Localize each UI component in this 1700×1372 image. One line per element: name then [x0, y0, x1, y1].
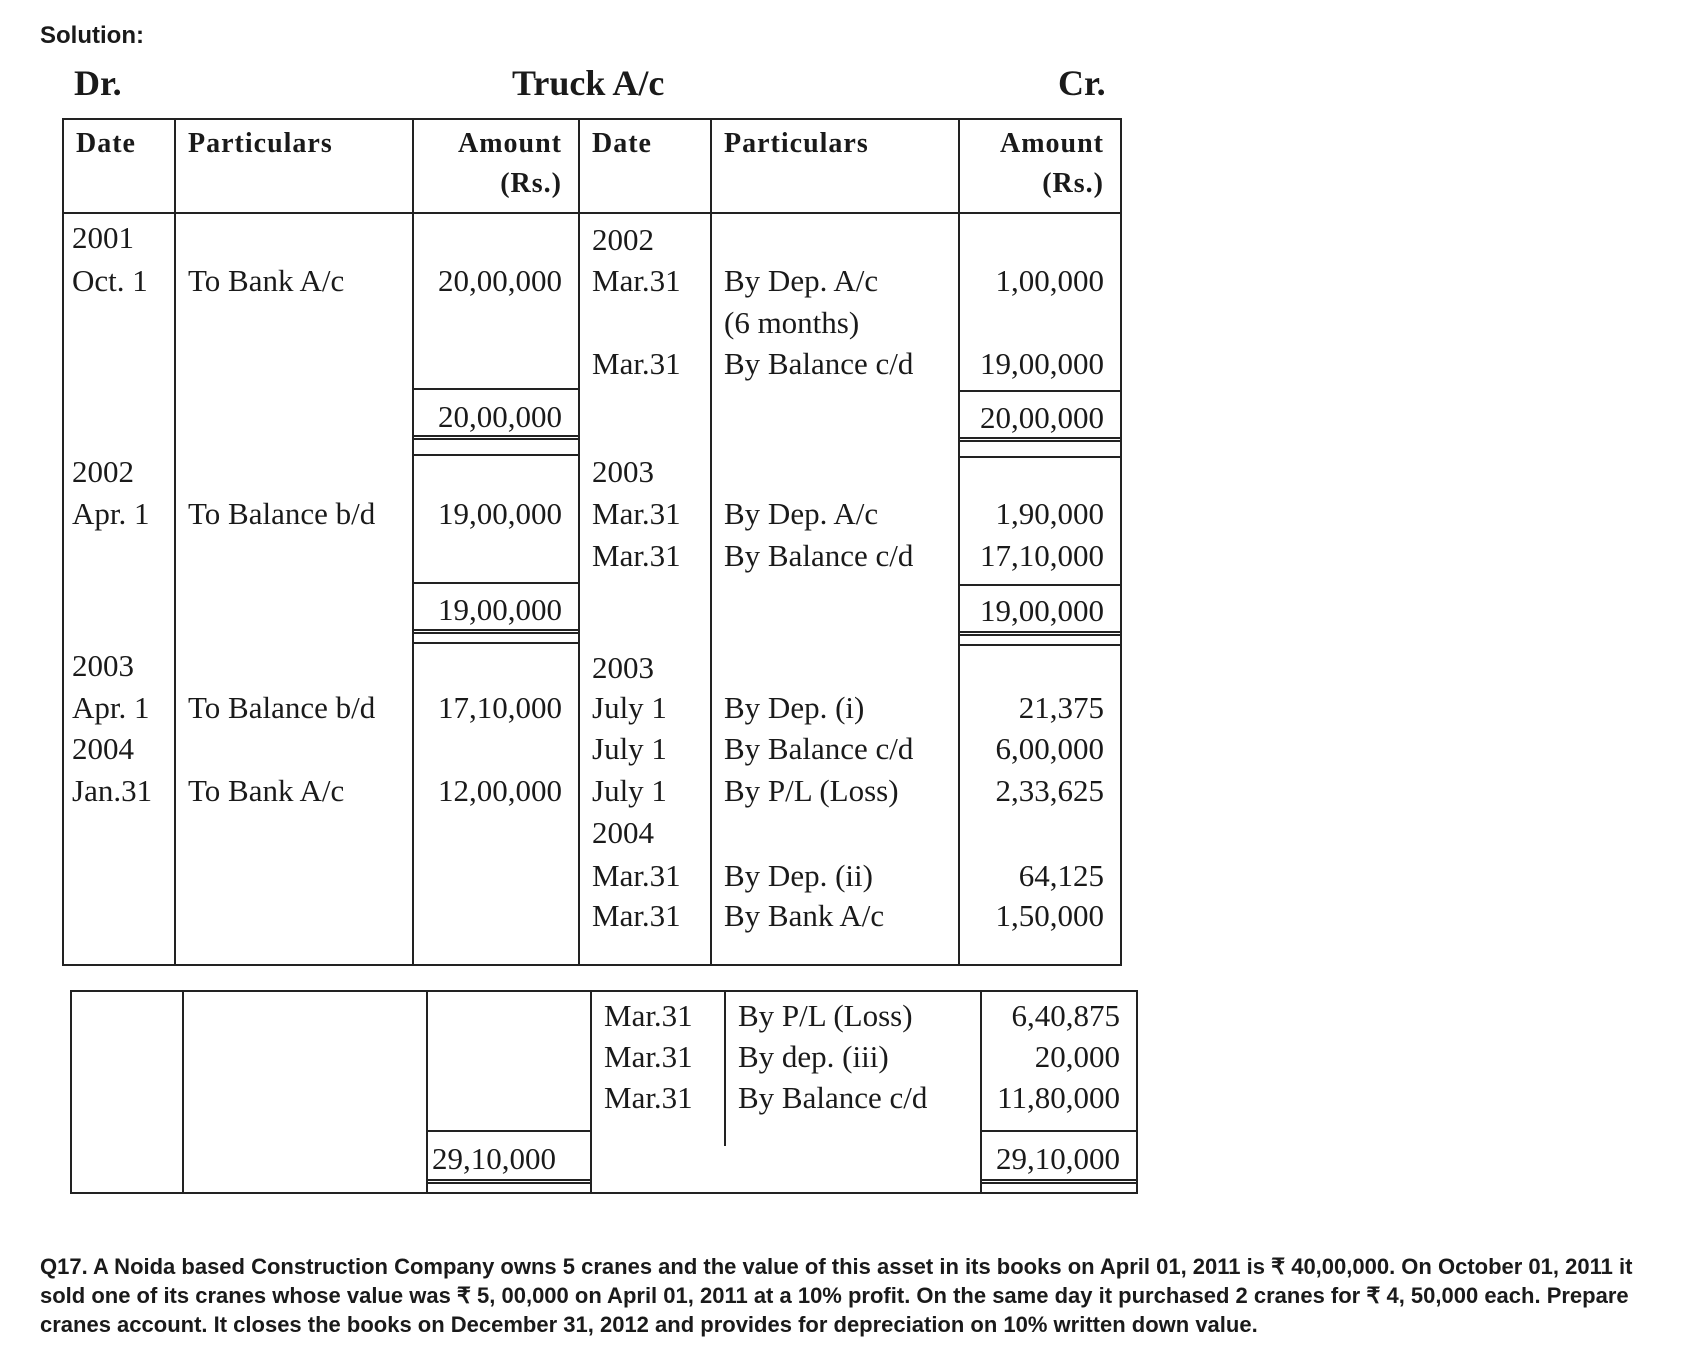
credit-date: Mar.31 — [604, 998, 693, 1033]
debit-particulars: To Bank A/c — [188, 773, 345, 808]
debit-particulars: To Bank A/c — [188, 263, 345, 298]
credit-total: 20,00,000 — [980, 400, 1104, 435]
credit-date: Mar.31 — [604, 1039, 693, 1074]
debit-year: 2002 — [72, 454, 134, 489]
credit-particulars: By P/L (Loss) — [738, 998, 913, 1033]
header-amount-unit: (Rs.) — [1042, 168, 1104, 199]
debit-year: 2004 — [72, 731, 134, 766]
credit-particulars: By Dep. (ii) — [724, 858, 873, 893]
debit-year: 2003 — [72, 648, 134, 683]
debit-amount: 17,10,000 — [438, 690, 562, 725]
debit-amount: 12,00,000 — [438, 773, 562, 808]
credit-particulars: By dep. (iii) — [738, 1039, 889, 1074]
credit-date: July 1 — [592, 731, 667, 766]
debit-date: Oct. 1 — [72, 263, 148, 298]
col-line — [182, 990, 184, 1194]
credit-amount: 21,375 — [1018, 690, 1104, 725]
debit-amount: 20,00,000 — [438, 263, 562, 298]
header-divider — [62, 212, 1122, 214]
credit-amount: 1,90,000 — [995, 496, 1104, 531]
credit-amount: 64,125 — [1018, 858, 1104, 893]
header-amount-unit: (Rs.) — [500, 168, 562, 199]
debit-year: 2001 — [72, 220, 134, 255]
credit-rule — [958, 456, 1122, 458]
credit-particulars-note: (6 months) — [724, 305, 860, 340]
debit-date: Apr. 1 — [72, 496, 150, 531]
credit-particulars: By Dep. A/c — [724, 263, 879, 298]
credit-particulars: By Balance c/d — [724, 538, 914, 573]
credit-amount: 6,00,000 — [995, 731, 1104, 766]
header-particulars: Particulars — [724, 128, 869, 159]
credit-particulars: By P/L (Loss) — [724, 773, 899, 808]
col-line — [578, 118, 580, 966]
credit-particulars: By Balance c/d — [738, 1080, 928, 1115]
header-date: Date — [592, 128, 652, 159]
debit-rule — [412, 642, 580, 644]
debit-total: 20,00,000 — [438, 399, 562, 434]
debit-particulars: To Balance b/d — [188, 690, 376, 725]
credit-date: July 1 — [592, 690, 667, 725]
solution-label: Solution: — [40, 22, 144, 49]
credit-amount: 1,00,000 — [995, 263, 1104, 298]
credit-date: Mar.31 — [592, 263, 681, 298]
credit-date: Mar.31 — [592, 346, 681, 381]
debit-date: Apr. 1 — [72, 690, 150, 725]
credit-particulars: By Bank A/c — [724, 898, 885, 933]
question-text: Q17. A Noida based Construction Company owns 5 cranes and the value of this asset in its books on April 01, 2011 is ₹ 40,00,000. On October 01, 2011 it sold one of its cranes whose value was ₹ 5, 00,000 on April 01, 2011 at a 10% profit. On the same day it purchased 2 cranes for ₹ 4, 50,000 each. Prepare cranes account. It closes the books on December 31, 2012 and provides for depreciation on 10% written down value. — [40, 1254, 1633, 1337]
col-line — [710, 118, 712, 966]
credit-date: July 1 — [592, 773, 667, 808]
debit-amount: 19,00,000 — [438, 496, 562, 531]
credit-year: 2003 — [592, 650, 654, 685]
col-line — [174, 118, 176, 966]
credit-amount: 2,33,625 — [995, 773, 1104, 808]
credit-year: 2002 — [592, 222, 654, 257]
credit-date: Mar.31 — [592, 898, 681, 933]
header-date: Date — [76, 128, 136, 159]
credit-year: 2003 — [592, 454, 654, 489]
cr-label: Cr. — [1058, 63, 1106, 103]
dr-label: Dr. — [74, 63, 122, 103]
credit-amount: 17,10,000 — [980, 538, 1104, 573]
credit-amount: 6,40,875 — [1011, 998, 1120, 1033]
header-particulars: Particulars — [188, 128, 333, 159]
credit-date: Mar.31 — [592, 858, 681, 893]
credit-amount: 1,50,000 — [995, 898, 1104, 933]
credit-date: Mar.31 — [592, 496, 681, 531]
ledger-title: Truck A/c — [512, 63, 665, 103]
credit-rule — [958, 644, 1122, 646]
credit-amount: 19,00,000 — [980, 346, 1104, 381]
debit-total: 29,10,000 — [432, 1141, 556, 1176]
credit-amount: 20,000 — [1034, 1039, 1120, 1074]
credit-particulars: By Dep. A/c — [724, 496, 879, 531]
header-amount: Amount — [457, 128, 562, 159]
col-line — [412, 118, 414, 966]
credit-year: 2004 — [592, 815, 654, 850]
debit-rule — [412, 454, 580, 456]
col-line — [724, 990, 726, 1146]
credit-particulars: By Balance c/d — [724, 346, 914, 381]
debit-total: 19,00,000 — [438, 592, 562, 627]
header-amount: Amount — [999, 128, 1104, 159]
credit-date: Mar.31 — [604, 1080, 693, 1115]
credit-total: 19,00,000 — [980, 593, 1104, 628]
credit-total: 29,10,000 — [996, 1141, 1120, 1176]
debit-particulars: To Balance b/d — [188, 496, 376, 531]
debit-date: Jan.31 — [72, 773, 153, 808]
credit-date: Mar.31 — [592, 538, 681, 573]
credit-particulars: By Balance c/d — [724, 731, 914, 766]
credit-particulars: By Dep. (i) — [724, 690, 865, 725]
credit-amount: 11,80,000 — [997, 1080, 1120, 1115]
